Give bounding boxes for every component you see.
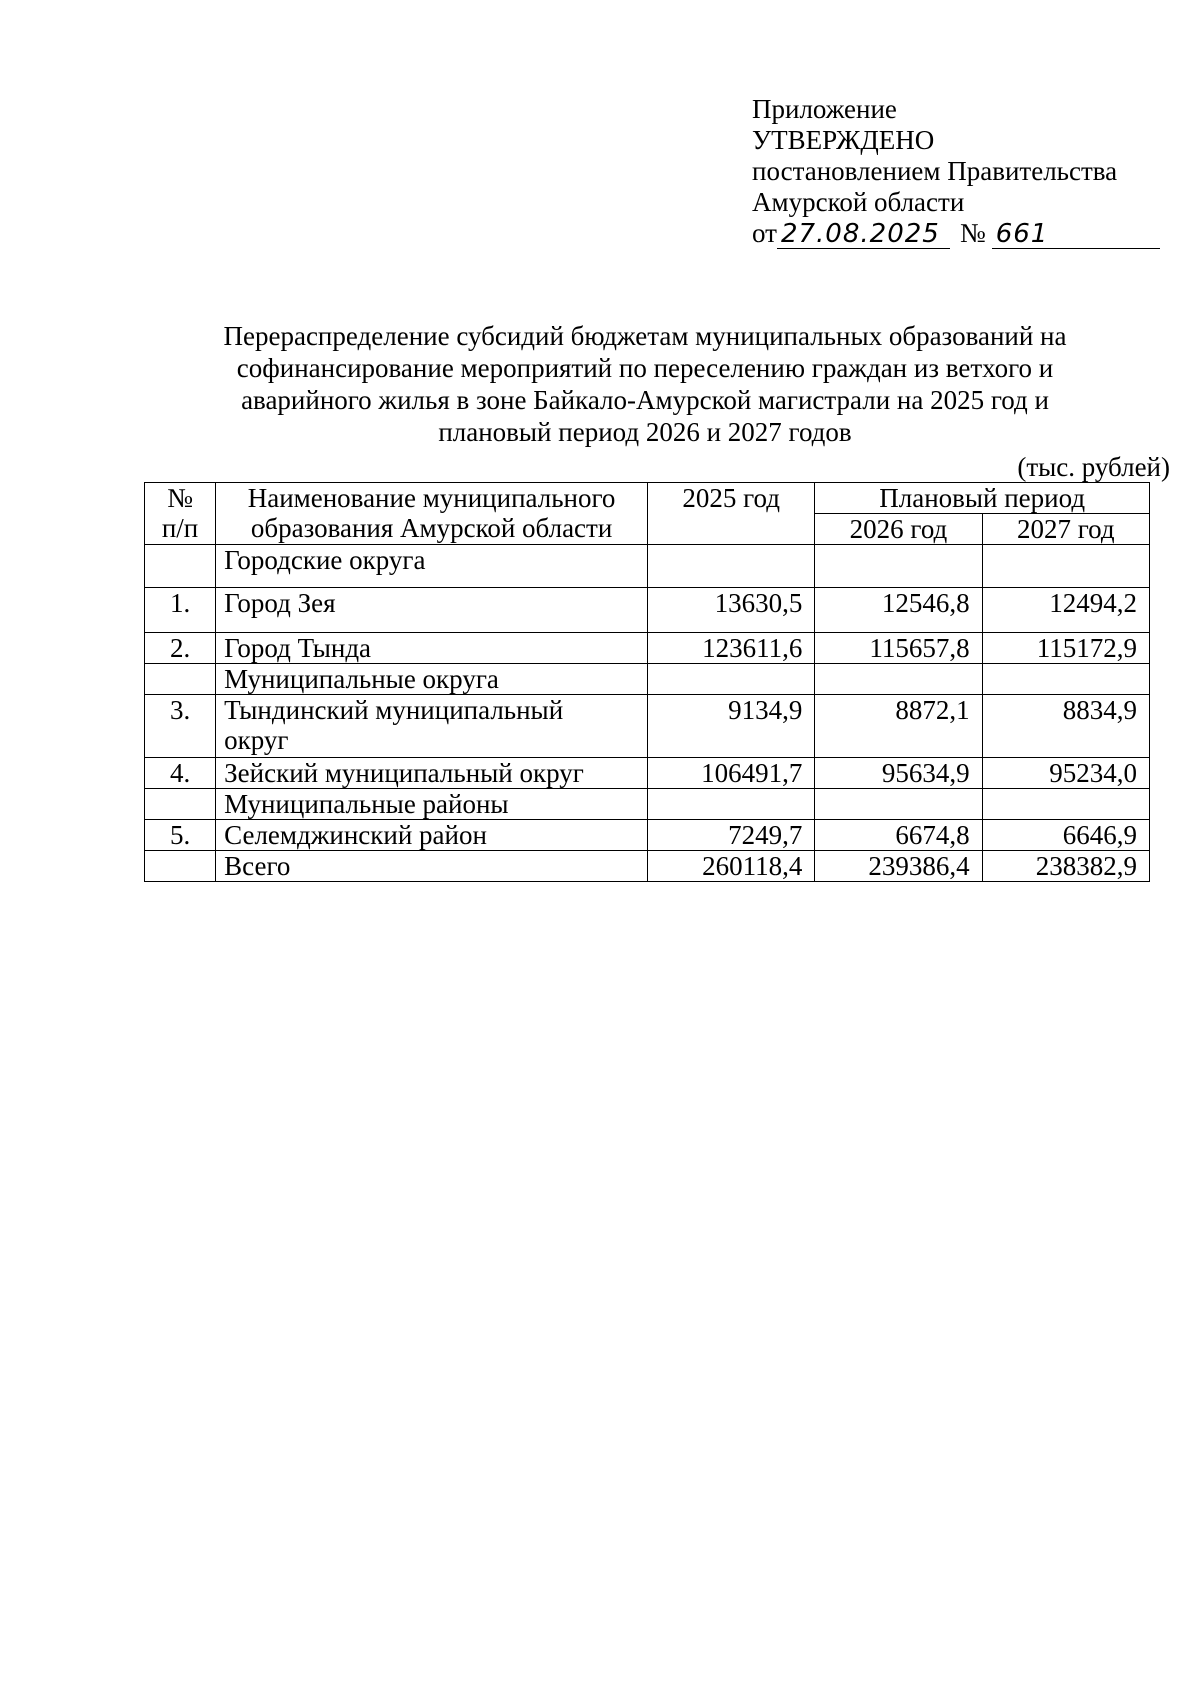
- table-header-row: [145, 483, 1150, 514]
- cell-num: 5.: [145, 820, 216, 851]
- approval-number-sign: №: [959, 218, 986, 248]
- approval-region: Амурской области: [752, 187, 965, 217]
- table-group-row: [145, 789, 1150, 820]
- cell-empty: [982, 789, 1149, 820]
- cell-empty: [982, 545, 1149, 588]
- cell-num: [145, 789, 216, 820]
- cell-num: 1.: [145, 588, 216, 633]
- group-municipal: Муниципальные округа: [216, 664, 648, 695]
- cell-2027: 115172,9: [982, 633, 1149, 664]
- cell-name: Город Зея: [216, 588, 648, 633]
- cell-total-2026: 239386,4: [815, 851, 982, 882]
- header-2025: 2025 год: [648, 483, 815, 545]
- document-title: [150, 320, 1140, 448]
- group-districts: Муниципальные районы: [216, 789, 648, 820]
- cell-empty: [815, 545, 982, 588]
- subsidy-table: [144, 482, 1150, 882]
- title-line: плановый период 2026 и 2027 годов: [438, 417, 852, 447]
- cell-total-2027: 238382,9: [982, 851, 1149, 882]
- cell-name: Город Тында: [216, 633, 648, 664]
- table-row: [145, 695, 1150, 758]
- cell-num: [145, 851, 216, 882]
- title-line: Перераспределение субсидий бюджетам муниципальных образований на: [223, 321, 1067, 351]
- cell-num: 3.: [145, 695, 216, 758]
- cell-empty: [982, 664, 1149, 695]
- header-planned-period: Плановый период: [815, 483, 1150, 514]
- cell-2026: 8872,1: [815, 695, 982, 758]
- title-line: софинансирование мероприятий по переселению граждан из ветхого и: [236, 353, 1054, 383]
- unit-label: (тыс. рублей): [1017, 452, 1170, 482]
- cell-2025: 7249,7: [648, 820, 815, 851]
- table-row: [145, 820, 1150, 851]
- cell-name: Селемджинский район: [216, 820, 648, 851]
- cell-empty: [815, 789, 982, 820]
- cell-total-label: Всего: [216, 851, 648, 882]
- cell-2025: 9134,9: [648, 695, 815, 758]
- cell-total-2025: 260118,4: [648, 851, 815, 882]
- header-2027: 2027 год: [982, 514, 1149, 545]
- cell-empty: [815, 664, 982, 695]
- cell-name: Зейский муниципальный округ: [216, 758, 648, 789]
- cell-2027: 95234,0: [982, 758, 1149, 789]
- handwritten-date: 27.08.2025: [777, 220, 950, 249]
- cell-empty: [648, 789, 815, 820]
- table-total-row: [145, 851, 1150, 882]
- handwritten-number: 661: [992, 220, 1160, 249]
- title-line: аварийного жилья в зоне Байкало-Амурской магистрали на 2025 год и: [241, 385, 1049, 415]
- table-row: [145, 588, 1150, 633]
- cell-empty: [648, 664, 815, 695]
- approval-block: [752, 94, 1160, 249]
- cell-2026: 95634,9: [815, 758, 982, 789]
- cell-name: Тындинский муниципальный округ: [216, 695, 648, 758]
- approval-date-number: [752, 218, 1160, 249]
- cell-2027: 6646,9: [982, 820, 1149, 851]
- header-num: № п/п: [145, 483, 216, 545]
- cell-num: 4.: [145, 758, 216, 789]
- cell-2027: 8834,9: [982, 695, 1149, 758]
- cell-2026: 115657,8: [815, 633, 982, 664]
- approval-resolution: постановлением Правительства: [752, 156, 1118, 186]
- cell-2025: 13630,5: [648, 588, 815, 633]
- cell-2026: 6674,8: [815, 820, 982, 851]
- cell-num: [145, 664, 216, 695]
- table-group-row: [145, 545, 1150, 588]
- cell-2025: 106491,7: [648, 758, 815, 789]
- cell-2025: 123611,6: [648, 633, 815, 664]
- header-name: Наименование муниципального образования Амурской области: [216, 483, 648, 545]
- approval-date-prefix: от: [752, 218, 777, 248]
- table-group-row: [145, 664, 1150, 695]
- cell-2026: 12546,8: [815, 588, 982, 633]
- cell-num: [145, 545, 216, 588]
- table-row: [145, 633, 1150, 664]
- header-2026: 2026 год: [815, 514, 982, 545]
- cell-empty: [648, 545, 815, 588]
- cell-2027: 12494,2: [982, 588, 1149, 633]
- group-urban: Городские округа: [216, 545, 648, 588]
- approval-approved: УТВЕРЖДЕНО: [752, 125, 935, 155]
- table-row: [145, 758, 1150, 789]
- cell-num: 2.: [145, 633, 216, 664]
- approval-appendix: Приложение: [752, 94, 897, 124]
